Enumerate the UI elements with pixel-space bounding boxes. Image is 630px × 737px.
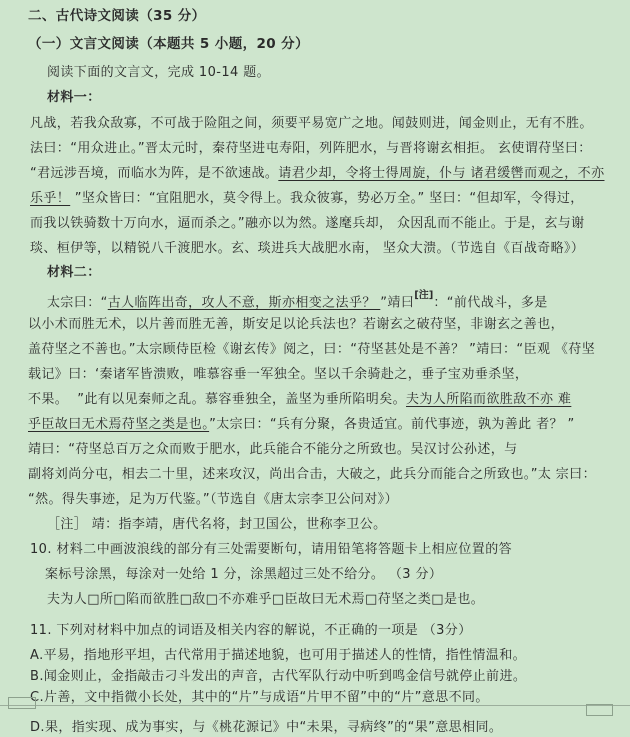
reading-instruction: 阅读下面的文言文，完成 10-14 题。: [47, 65, 271, 80]
underlined-text: 乎臣故曰无术焉苻坚之类是也。: [28, 417, 210, 432]
question-11-stem: 11. 下列对材料中加点的词语及相关内容的解说，不正确的一项是 （3分）: [30, 623, 472, 638]
material-2-line: [47, 290, 548, 311]
question-10-line-2: 案标号涂黑，每涂对一处给 1 分，涂黑超过三处不给分。 （3 分）: [45, 567, 443, 582]
material-2-line: [28, 391, 571, 408]
plain-text: 不果。 ”此有以见秦师之乱。慕容垂独全，盖坚为垂所陷明矣。: [28, 392, 406, 407]
question-11-option-c: C.片善，文中指微小长处，其中的“片”与成语“片甲不留”中的“片”意思不同。: [30, 690, 489, 705]
material-1-line: [30, 190, 584, 207]
question-10-answer-line: 夫为人□所□陷而欲胜□敌□不亦难乎□臣故曰无术焉□苻坚之类□是也。: [47, 592, 485, 607]
material-1-line: 凡战，若我众敌寡，不可战于险阻之间，须要平易宽广之地。闻鼓则进，闻金则止，无有不胜。: [30, 116, 593, 131]
material-1-line: 琰、桓伊等，以精锐八千渡肥水。玄、琰进兵大战肥水南， 坚众大溃。（节选自《百战奇略》）: [30, 241, 585, 256]
material-1-label: 材料一：: [47, 90, 101, 105]
material-2-line: 副将刘尚分屯，相去二十里，述来攻汉，尚出合击，大破之，此兵分而能合之所致也。”太 宗曰：: [28, 467, 596, 482]
material-1-line: 法曰：“用众进止。”晋太元时，秦苻坚进屯寿阳，列阵肥水，与晋将谢玄相拒。 玄使谓苻坚曰：: [30, 141, 592, 156]
footnote-line: ［注］ 靖：指李靖，唐代名将，封卫国公，世称李卫公。: [47, 517, 387, 532]
plain-text: “君远涉吾境，而临水为阵，是不欲速战。: [30, 166, 279, 181]
material-2-label: 材料二：: [47, 265, 101, 280]
material-2-line: 载记》曰：‘秦诸军皆溃败，唯慕容垂一军独全。坚以千余骑赴之，垂子宝劝垂杀坚，: [28, 367, 529, 382]
question-11-option-b: B.闻金则止，金指敲击刁斗发出的声音，古代军队行动中听到鸣金信号就停止前进。: [30, 669, 527, 684]
subsection-heading: （一）文言文阅读（本题共 5 小题，20 分）: [28, 36, 309, 52]
question-11-option-d: D.果，指实现、成为事实，与《桃花源记》中“未果，寻病终”的“果”意思相同。: [30, 720, 503, 735]
question-11-option-a: A.平易，指地形平坦，古代常用于描述地貌，也可用于描述人的性情，指性情温和。: [30, 648, 526, 663]
material-2-line: 以小术而胜无术，以片善而胜无善，斯安足以论兵法也？若谢玄之破苻坚，非谢玄之善也，: [28, 317, 565, 332]
page-break-line: [0, 705, 630, 706]
underlined-text: 夫为人所陷而欲胜敌不亦 难: [406, 392, 572, 407]
note-superscript: [注]: [414, 290, 434, 301]
plain-text: ”靖曰: [380, 295, 415, 311]
material-2-line: 靖曰：“苻坚总百万之众而败于肥水，此兵能合不能分之所致也。吴汉讨公孙述，与: [28, 442, 518, 457]
material-1-line: [30, 165, 604, 182]
material-2-line: “然。得失事迹，足为万代鉴。”（节选自《唐太宗李卫公问对》）: [28, 492, 398, 507]
material-1-line: 而我以铁骑数十万向水，逼而杀之。”融亦以为然。遂麾兵却， 众因乱而不能止。于是，玄与谢: [30, 216, 585, 231]
section-heading: 二、古代诗文阅读（35 分）: [28, 8, 206, 24]
plain-text: 太宗曰：“: [47, 295, 108, 311]
material-2-line: [28, 416, 575, 433]
underlined-text: 古人临阵出奇，攻人不意，斯亦相变之法乎？: [107, 295, 381, 311]
plain-text: ：“前代战斗，多是: [433, 295, 548, 311]
material-2-line: 盖苻坚之不善也。”太宗顾侍臣检《谢玄传》阅之，曰：“苻坚甚处是不善？ ”靖曰：“臣观 《苻坚: [28, 342, 596, 357]
page-break-handle-left: [8, 697, 36, 709]
underlined-text: 乐乎！: [30, 191, 71, 206]
plain-text: ”坚众皆曰：“宜阻肥水，莫令得上。我众彼寡，势必万全。” 坚曰：“但却军，令得过，: [70, 191, 584, 206]
underlined-text: 请君少却，令将士得周旋，仆与 诸君缓辔而观之，不亦: [278, 166, 605, 181]
plain-text: ”太宗曰：“兵有分聚，各贵适宜。前代事迹，孰为善此 者？ ”: [209, 417, 575, 432]
question-10-line-1: 10. 材料二中画波浪线的部分有三处需要断句，请用铅笔将答题卡上相应位置的答: [30, 542, 513, 557]
page-break-handle-right: [586, 704, 613, 716]
